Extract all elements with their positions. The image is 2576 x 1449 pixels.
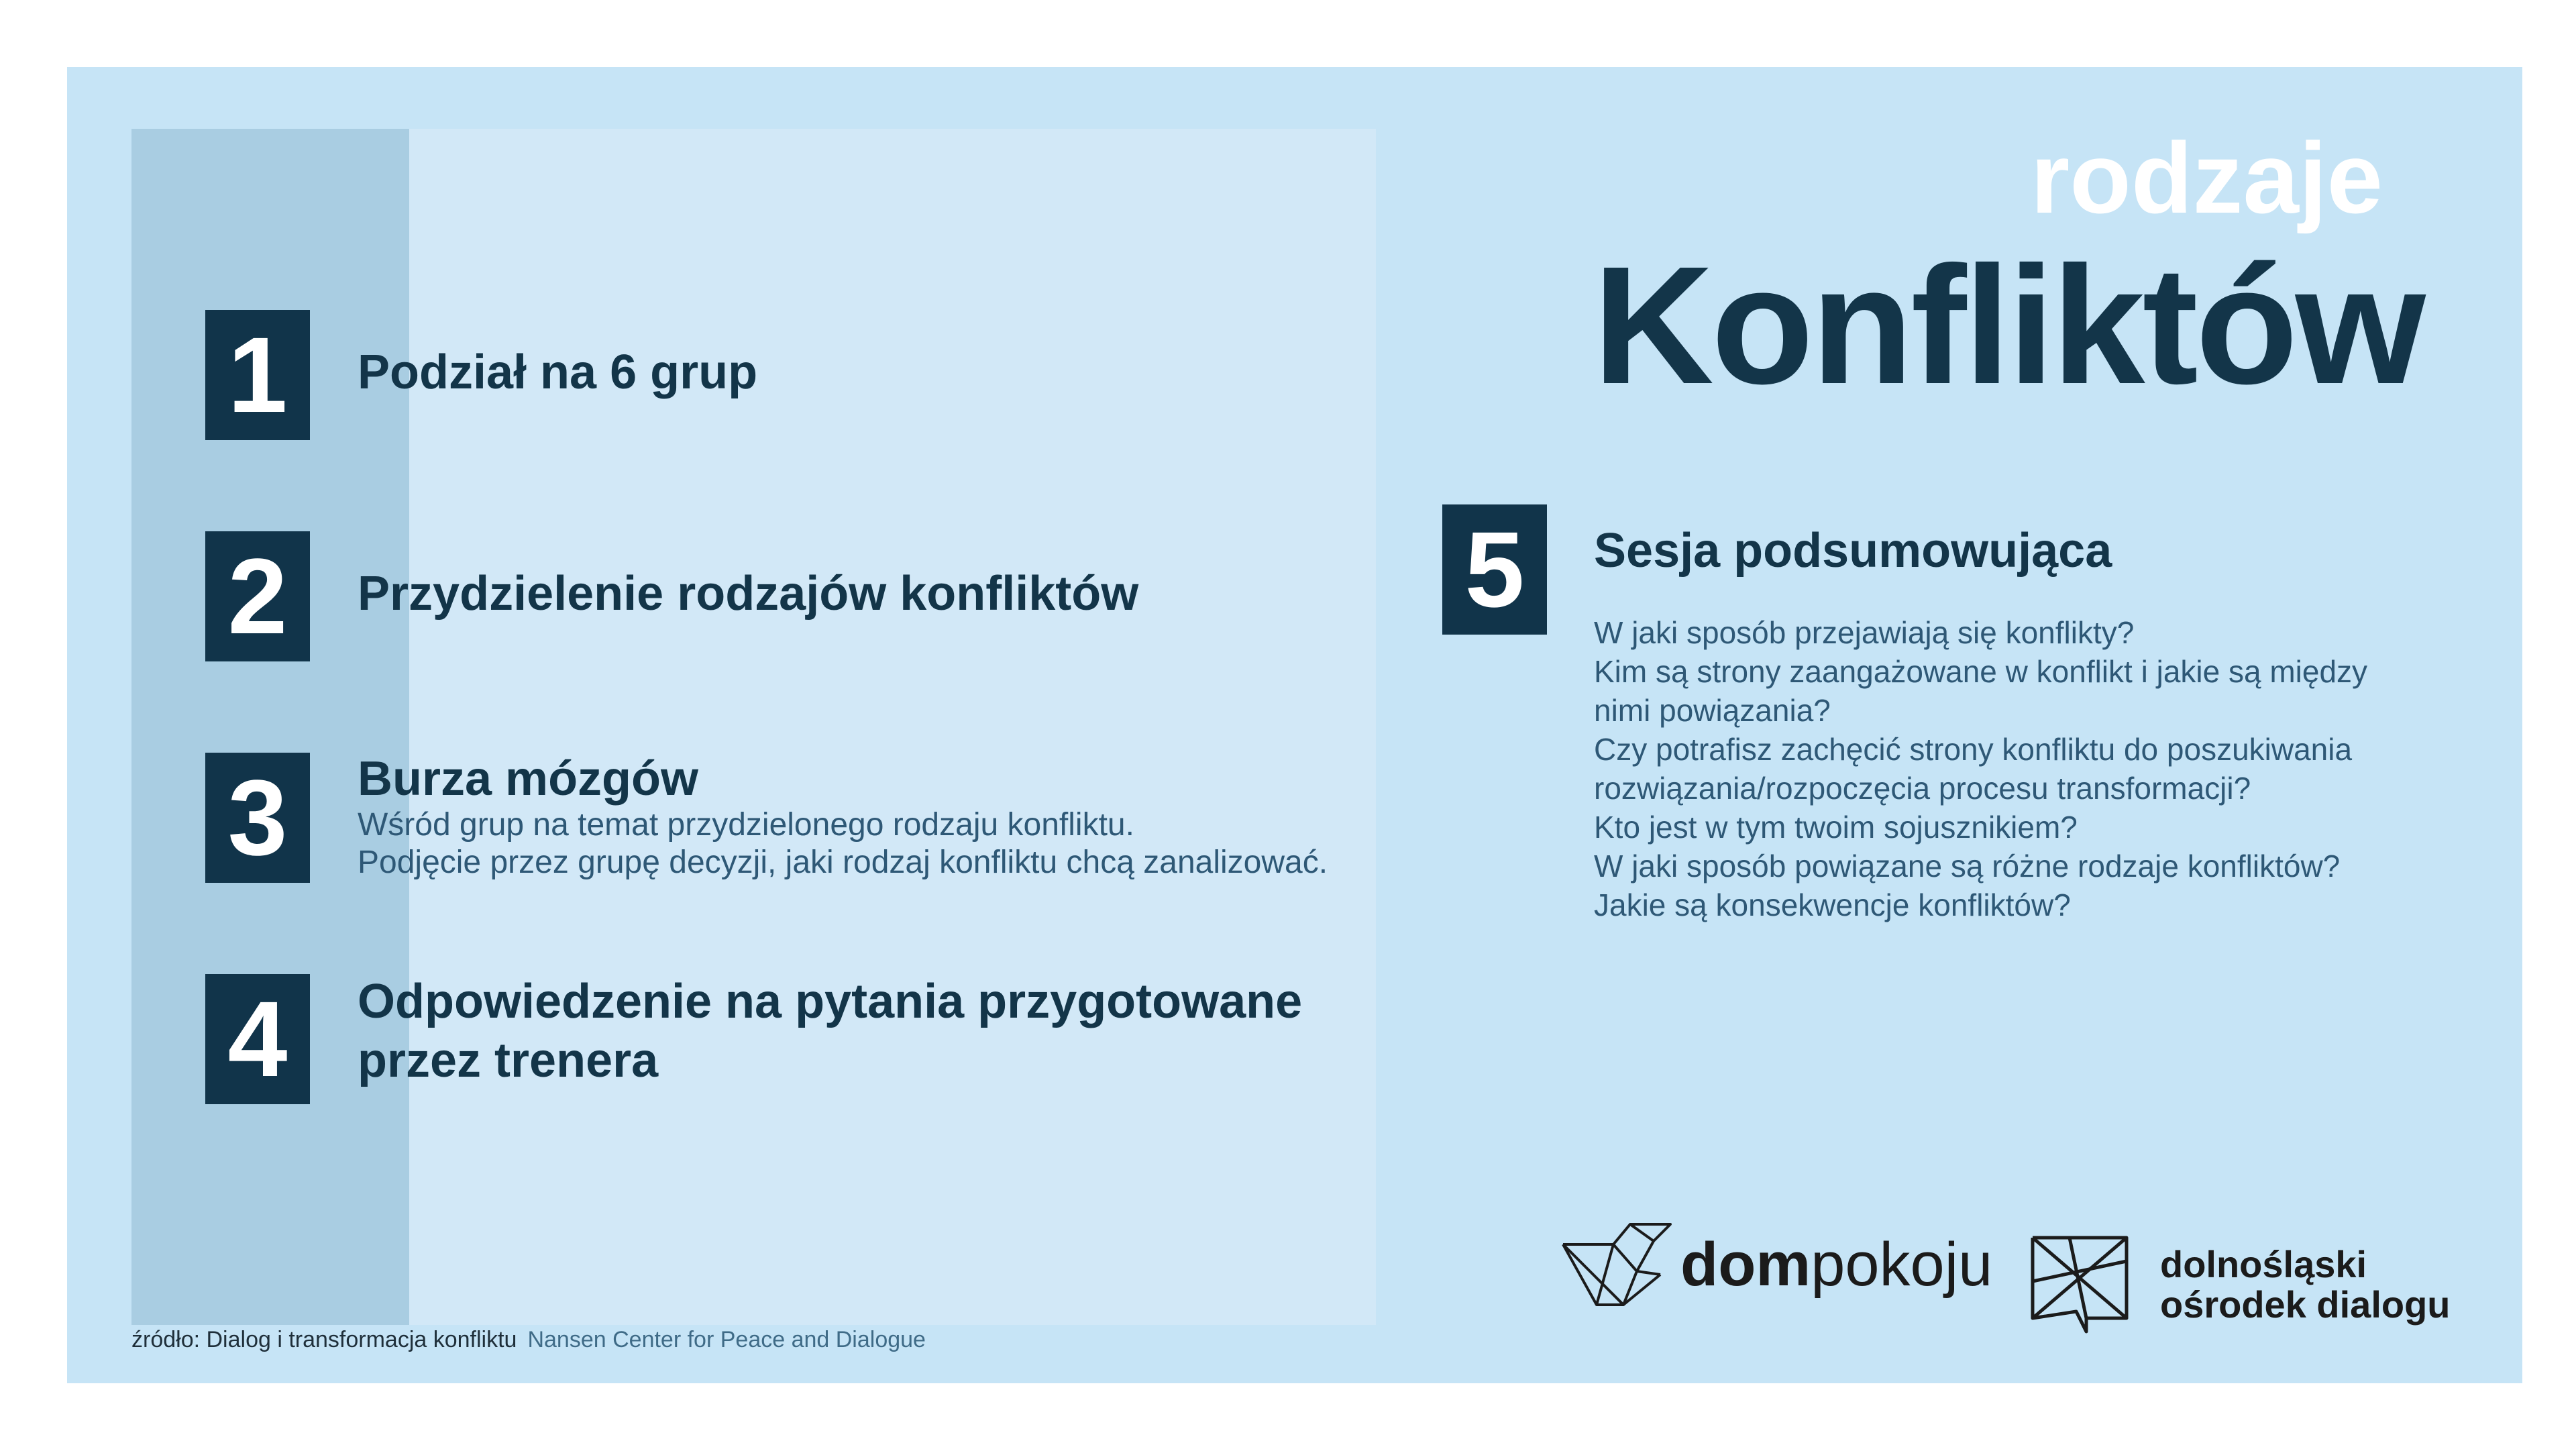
- geometric-square-icon: [2029, 1234, 2130, 1335]
- question-1: W jaki sposób przejawiają się konflikty?: [1594, 615, 2135, 650]
- logo-dod: [2029, 1234, 2451, 1335]
- steps-stripe: [131, 129, 409, 1325]
- step-heading-1: Podział na 6 grup: [358, 345, 758, 399]
- title-line-1: rodzaje: [2030, 121, 2383, 234]
- question-4: Czy potrafisz zachęcić strony konfliktu do poszukiwania: [1594, 732, 2353, 767]
- step-number-3: 3: [205, 753, 310, 883]
- question-6: Kto jest w tym twoim sojusznikiem?: [1594, 810, 2078, 845]
- question-2: Kim są strony zaangażowane w konflikt i jakie są między: [1594, 654, 2368, 689]
- step-detail-3b: Podjęcie przez grupę decyzji, jaki rodzaj konfliktu chcą zanalizować.: [358, 845, 1328, 880]
- step-heading-4-line1: Odpowiedzenie na pytania przygotowane: [358, 975, 1303, 1028]
- step-number-5: 5: [1442, 504, 1547, 635]
- logo-dompokoju-text: [1680, 1230, 1992, 1300]
- question-8: Jakie są konsekwencje konfliktów?: [1594, 888, 2071, 922]
- logo-dod-text: [2160, 1244, 2451, 1325]
- step-heading-3: Burza mózgów: [358, 752, 699, 806]
- step-number-1: 1: [205, 310, 310, 440]
- title-line-2: Konfliktów: [1593, 231, 2423, 419]
- source-line: [131, 1327, 926, 1353]
- step-5-questions: [1594, 613, 2367, 924]
- step-heading-4-line2: przez trenera: [358, 1034, 659, 1087]
- logo-dod-line1: dolnośląski: [2160, 1243, 2367, 1285]
- step-heading-2: Przydzielenie rodzajów konfliktów: [358, 567, 1139, 621]
- logo-dompokoju: [1560, 1221, 1992, 1308]
- source-org: Nansen Center for Peace and Dialogue: [527, 1327, 926, 1352]
- logo-dod-line2: ośrodek dialogu: [2160, 1283, 2451, 1326]
- logo-dompokoju-regular: pokoju: [1811, 1230, 1993, 1299]
- step-heading-5: Sesja podsumowująca: [1594, 524, 2112, 578]
- source-label: źródło: Dialog i transformacja konfliktu: [131, 1327, 517, 1352]
- question-3: nimi powiązania?: [1594, 693, 1831, 728]
- step-number-4: 4: [205, 974, 310, 1104]
- step-detail-3a: Wśród grup na temat przydzielonego rodzaju konfliktu.: [358, 807, 1134, 843]
- logo-dompokoju-bold: dom: [1680, 1230, 1811, 1299]
- step-number-2: 2: [205, 531, 310, 661]
- question-5: rozwiązania/rozpoczęcia procesu transformacji?: [1594, 771, 2251, 806]
- bird-origami-icon: [1560, 1221, 1674, 1308]
- question-7: W jaki sposób powiązane są różne rodzaje konfliktów?: [1594, 849, 2341, 883]
